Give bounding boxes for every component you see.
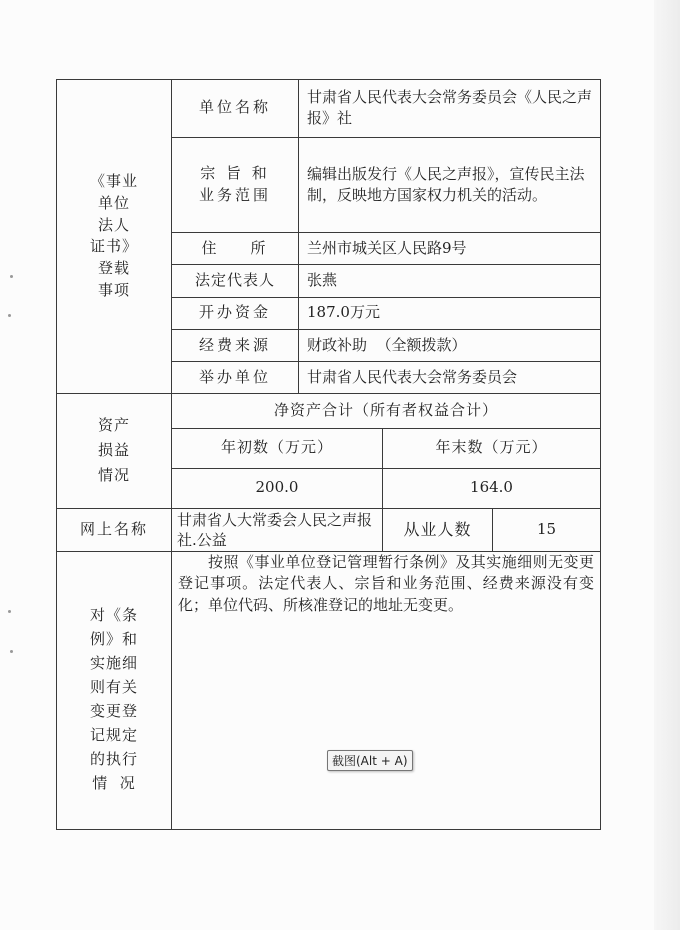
- annual-report-table: [56, 79, 601, 830]
- scan-speck: [8, 610, 11, 613]
- online-name-value: 甘肃省人大常委会人民之声报社.公益: [172, 509, 383, 552]
- address-value: 兰州市城关区人民路9号: [299, 232, 601, 264]
- net-assets-header: 净资产合计（所有者权益合计）: [172, 393, 601, 428]
- funding-source-label: 经费来源: [172, 329, 299, 361]
- purpose-scope-label: 宗 旨 和 业务范围: [172, 137, 299, 232]
- legal-rep-value: 张燕: [299, 265, 601, 297]
- section-label-line: 《事业: [89, 172, 138, 191]
- capital-label: 开办资金: [172, 297, 299, 329]
- compliance-section-label: 对《条 例》和 实施细 则有关 变更登 记规定 的执行 情 况: [57, 551, 172, 829]
- scan-speck: [10, 650, 13, 653]
- section-label-line: 事项: [97, 280, 130, 299]
- compliance-text: 按照《事业单位登记管理暂行条例》及其实施细则无变更登记事项。法定代表人、宗旨和业务范围、经费来源没有变化；单位代码、所核准登记的地址无变更。: [178, 552, 595, 615]
- unit-name-label: 单位名称: [172, 80, 299, 138]
- online-name-label: 网上名称: [57, 509, 172, 552]
- page-edge-shadow: [654, 0, 680, 930]
- staff-count-value: 15: [493, 509, 601, 552]
- scan-speck: [10, 275, 13, 278]
- sponsor-value: 甘肃省人民代表大会常务委员会: [299, 362, 601, 393]
- scan-speck: [8, 314, 11, 317]
- section-label-line: 证书》: [89, 237, 138, 256]
- purpose-scope-value: 编辑出版发行《人民之声报》，宣传民主法制，反映地方国家权力机关的活动。: [299, 137, 601, 232]
- address-label: 住 所: [172, 232, 299, 264]
- end-of-year-value: 164.0: [383, 468, 601, 508]
- unit-name-value: 甘肃省人民代表大会常务委员会《人民之声报》社: [299, 80, 601, 138]
- section-label-line: 法人: [97, 215, 130, 234]
- legal-rep-label: 法定代表人: [172, 265, 299, 297]
- section-label-line: 单位: [97, 193, 130, 212]
- funding-source-value: 财政补助 （全额拨款）: [299, 329, 601, 361]
- screenshot-tooltip: 截图(Alt + A): [327, 750, 413, 771]
- capital-value: 187.0万元: [299, 297, 601, 329]
- compliance-remarks: [172, 551, 601, 829]
- end-of-year-header: 年末数（万元）: [383, 429, 601, 468]
- assets-section-label: 资产 损益 情况: [57, 393, 172, 508]
- section-label-line: 登载: [97, 259, 130, 278]
- staff-count-label: 从业人数: [383, 509, 493, 552]
- sponsor-label: 举办单位: [172, 362, 299, 393]
- certificate-section-label: [57, 80, 172, 394]
- start-of-year-header: 年初数（万元）: [172, 429, 383, 468]
- start-of-year-value: 200.0: [172, 468, 383, 508]
